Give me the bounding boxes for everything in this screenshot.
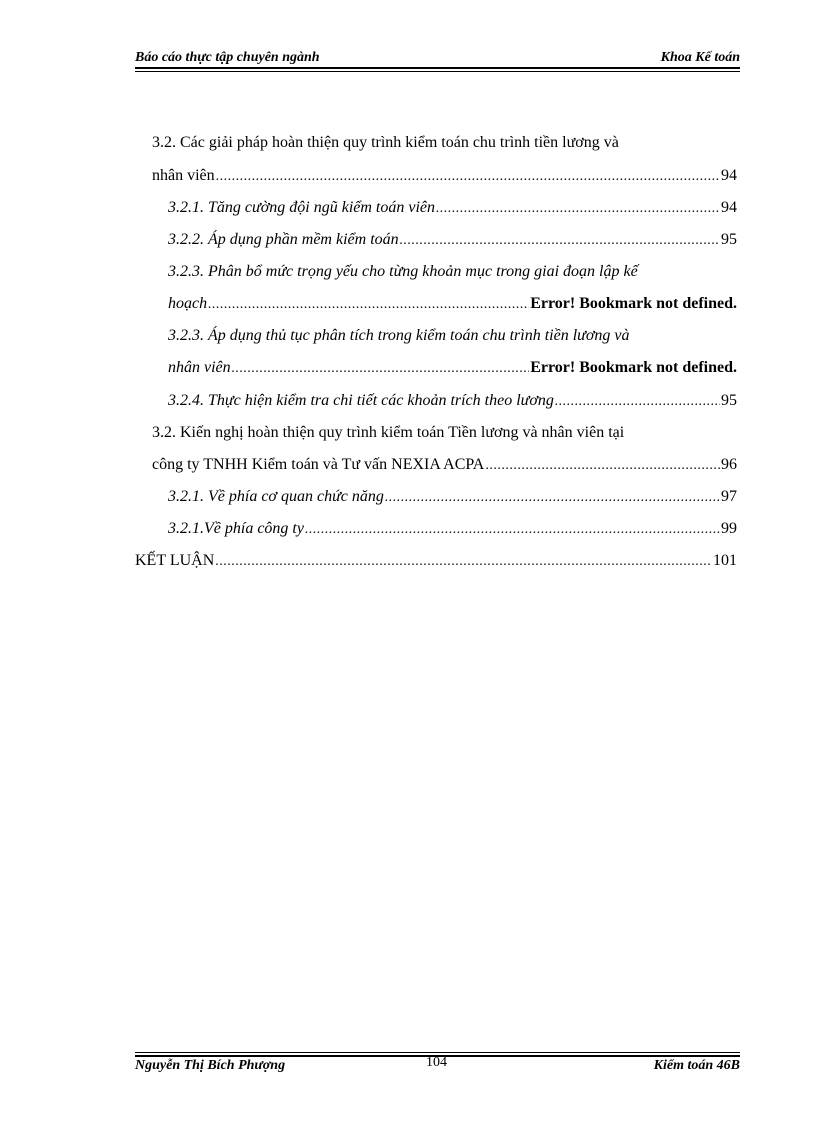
toc-entry-text: 3.2.1. Tăng cường đội ngũ kiểm toán viên: [168, 199, 436, 216]
toc-entry-conclusion[interactable]: [135, 552, 737, 574]
dot-leader: [400, 233, 720, 249]
toc-page-number: 95: [721, 392, 737, 409]
toc-entry-3-2[interactable]: [152, 167, 737, 189]
footer-author: Nguyễn Thị Bích Phượng: [135, 1058, 286, 1073]
toc-entry-text: nhân viên: [152, 167, 215, 184]
toc-entry-3-2-3a[interactable]: [168, 295, 737, 317]
toc-page-number: 95: [721, 231, 737, 248]
toc-error-text: Error! Bookmark not defined.: [530, 359, 737, 376]
dot-leader: [436, 201, 720, 217]
toc-entry-3-2-title-line1[interactable]: 3.2. Các giải pháp hoàn thiện quy trình kiểm toán chu trình tiền lương và: [152, 134, 619, 151]
toc-page-number: 99: [721, 520, 737, 537]
toc-entry-3-2-3b[interactable]: [168, 359, 737, 381]
dot-leader: [232, 361, 530, 377]
header-department: Khoa Kế toán: [660, 50, 740, 65]
toc-entry-3-2-recommend-line1[interactable]: 3.2. Kiến nghị hoàn thiện quy trình kiểm toán Tiền lương và nhân viên tại: [152, 424, 625, 441]
toc-entry-text: 3.2.1.Về phía công ty: [168, 520, 304, 537]
toc-entry-text: 3.2.2. Áp dụng phần mềm kiểm toán: [168, 231, 399, 248]
toc-page-number: 94: [721, 199, 737, 216]
toc-entry-3-2-3a-line1[interactable]: 3.2.3. Phân bổ mức trọng yếu cho từng khoản mục trong giai đoạn lập kế: [168, 263, 638, 280]
toc-entry-3-2-2[interactable]: [168, 231, 737, 253]
toc-entry-3-2-1[interactable]: [168, 199, 737, 221]
dot-leader: [555, 394, 720, 410]
toc-page-number: 94: [721, 167, 737, 184]
toc-entry-text: 3.2.4. Thực hiện kiểm tra chi tiết các khoản trích theo lương: [168, 392, 554, 409]
toc-entry-text: công ty TNHH Kiểm toán và Tư vấn NEXIA ACPA: [152, 456, 485, 473]
toc-entry-3-2-1-authority[interactable]: [168, 488, 737, 510]
toc-entry-text: 3.2.1. Về phía cơ quan chức năng: [168, 488, 384, 505]
toc-entry-3-2-4[interactable]: [168, 392, 737, 414]
footer-class: Kiểm toán 46B: [653, 1058, 740, 1073]
toc-entry-3-2-3b-line1[interactable]: 3.2.3. Áp dụng thủ tục phân tích trong kiểm toán chu trình tiền lương và: [168, 327, 630, 344]
header-rule: [135, 67, 740, 69]
dot-leader: [215, 554, 712, 570]
toc-page-number: 101: [713, 552, 737, 569]
footer-page-number: 104: [426, 1055, 447, 1070]
dot-leader: [385, 490, 720, 506]
toc-error-text: Error! Bookmark not defined.: [530, 295, 737, 312]
toc-entry-text: hoạch: [168, 295, 208, 312]
footer-rule-thin: [135, 1052, 740, 1053]
toc-entry-3-2-recommend[interactable]: [152, 456, 737, 478]
toc-entry-text: nhân viên: [168, 359, 231, 376]
dot-leader: [305, 522, 720, 538]
header-rule-thin: [135, 71, 740, 72]
toc-entry-text: KẾT LUẬN: [135, 552, 215, 569]
header-report-title: Báo cáo thực tập chuyên ngành: [135, 50, 320, 65]
dot-leader: [208, 297, 529, 313]
dot-leader: [485, 458, 720, 474]
toc-page-number: 97: [721, 488, 737, 505]
dot-leader: [216, 169, 720, 185]
toc-entry-3-2-1-company[interactable]: [168, 520, 737, 542]
toc-page-number: 96: [721, 456, 737, 473]
